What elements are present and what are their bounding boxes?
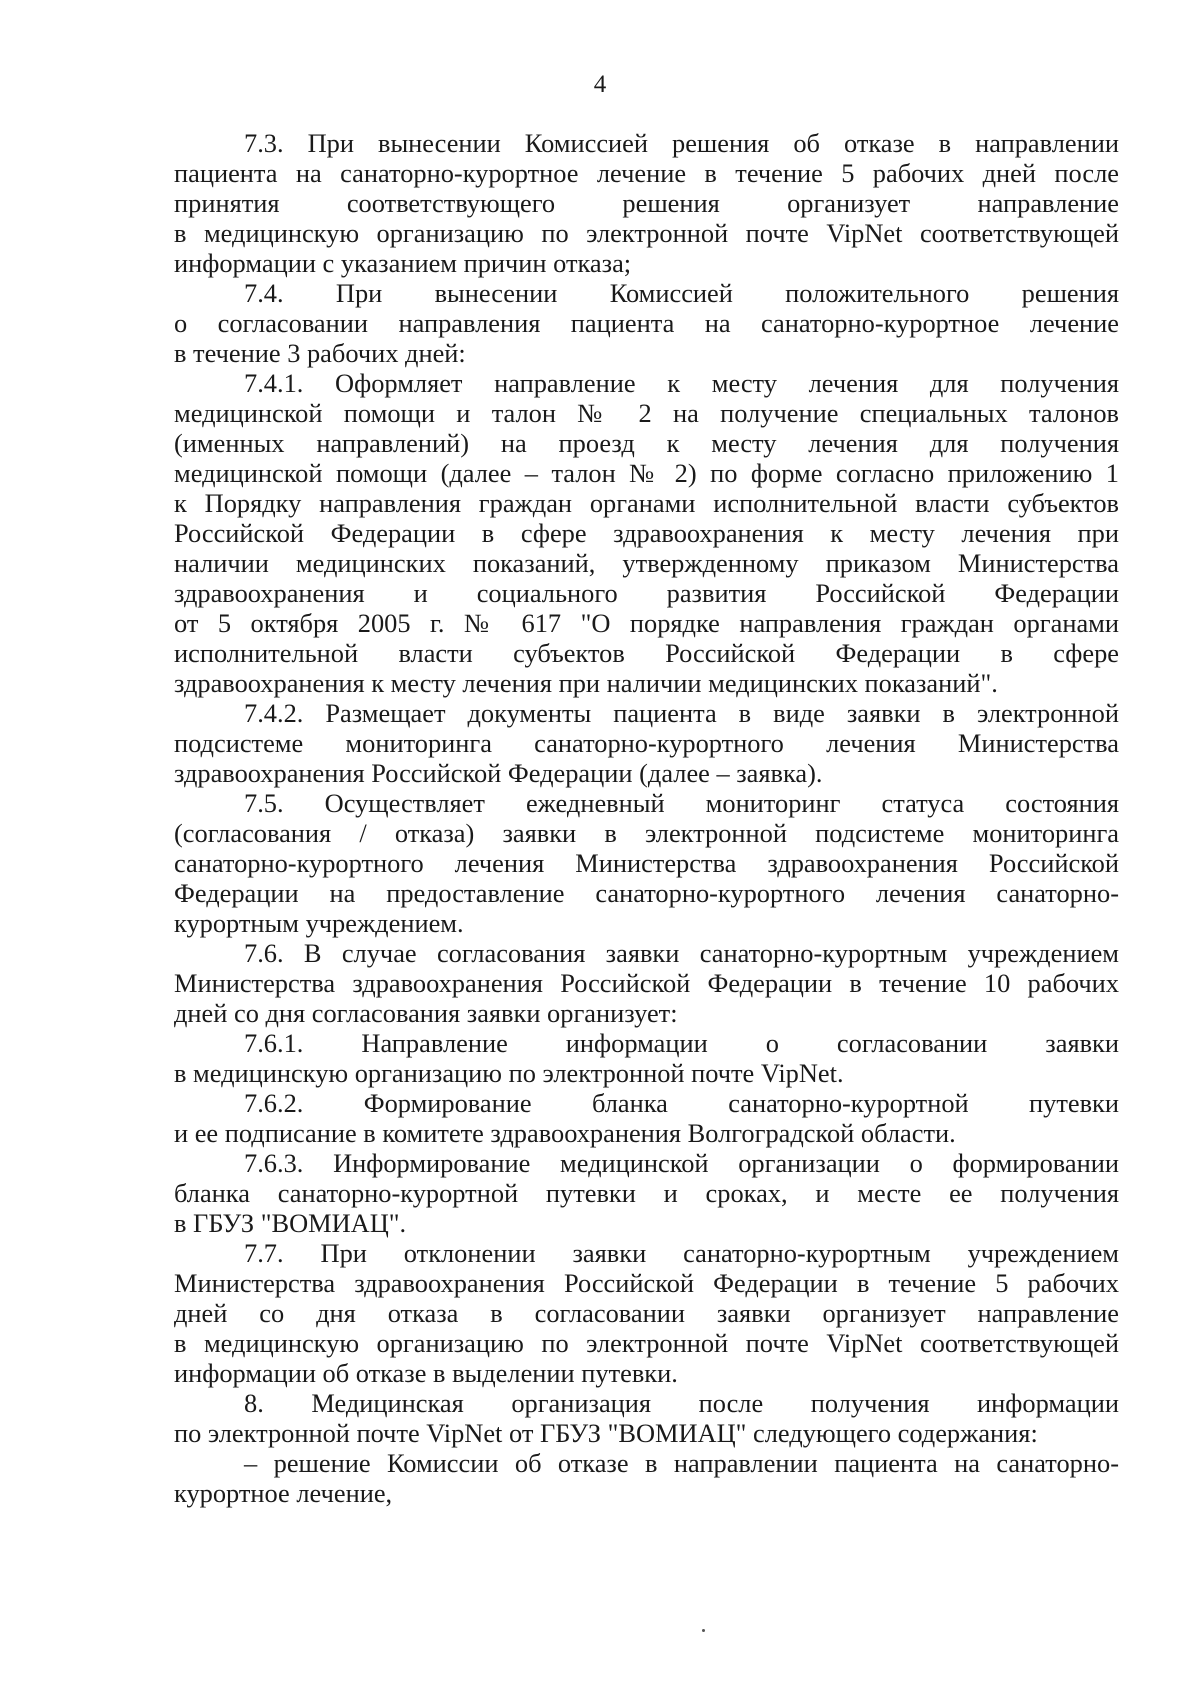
text-line: наличии медицинских показаний, утвержденному приказом Министерства xyxy=(174,548,1119,578)
paragraph-7-5 xyxy=(174,788,1119,938)
text-line: курортным учреждением. xyxy=(174,908,464,938)
paragraph-7-6 xyxy=(174,938,1119,1028)
text-line: дней со дня согласования заявки организует: xyxy=(174,998,678,1028)
text-line: в медицинскую организацию по электронной почте VipNet соответствующей xyxy=(174,218,1119,248)
text-line: Министерства здравоохранения Российской Федерации в течение 5 рабочих xyxy=(174,1268,1119,1298)
text-line: 7.7. При отклонении заявки санаторно-курортным учреждением xyxy=(244,1238,1119,1268)
text-line: о согласовании направления пациента на санаторно-курортное лечение xyxy=(174,308,1119,338)
text-line: по электронной почте VipNet от ГБУЗ "ВОМИАЦ" следующего содержания: xyxy=(174,1418,1038,1448)
paragraph-7-3 xyxy=(174,128,1119,278)
text-line: медицинской помощи и талон № 2 на получение специальных талонов xyxy=(174,398,1119,428)
paragraph-7-6-3 xyxy=(174,1148,1119,1238)
text-line: 7.6.2. Формирование бланка санаторно-курортной путевки xyxy=(244,1088,1119,1118)
text-line: к Порядку направления граждан органами исполнительной власти субъектов xyxy=(174,488,1119,518)
paragraph-8 xyxy=(174,1388,1119,1448)
text-line: медицинской помощи (далее – талон № 2) по форме согласно приложению 1 xyxy=(174,458,1119,488)
paragraph-7-4-2 xyxy=(174,698,1119,788)
text-line: и ее подписание в комитете здравоохранения Волгоградской области. xyxy=(174,1118,956,1148)
text-line: (именных направлений) на проезд к месту лечения для получения xyxy=(174,428,1119,458)
text-line: 7.4.1. Оформляет направление к месту лечения для получения xyxy=(244,368,1119,398)
paragraph-8-a xyxy=(174,1448,1119,1508)
text-line: 7.3. При вынесении Комиссией решения об отказе в направлении xyxy=(244,128,1119,158)
text-line: здравоохранения Российской Федерации (далее – заявка). xyxy=(174,758,823,788)
paragraph-7-4-1 xyxy=(174,368,1119,698)
text-line: курортное лечение, xyxy=(174,1478,393,1508)
text-line: от 5 октября 2005 г. № 617 "О порядке направления граждан органами xyxy=(174,608,1119,638)
text-line: 7.6.3. Информирование медицинской организации о формировании xyxy=(244,1148,1119,1178)
text-line: 7.6.1. Направление информации о согласовании заявки xyxy=(244,1028,1119,1058)
text-line: 8. Медицинская организация после получения информации xyxy=(244,1388,1119,1418)
text-line: 7.5. Осуществляет ежедневный мониторинг статуса состояния xyxy=(244,788,1119,818)
text-line: подсистеме мониторинга санаторно-курортного лечения Министерства xyxy=(174,728,1119,758)
text-line: бланка санаторно-курортной путевки и сроках, и месте ее получения xyxy=(174,1178,1119,1208)
text-line: здравоохранения и социального развития Российской Федерации xyxy=(174,578,1119,608)
text-line: в течение 3 рабочих дней: xyxy=(174,338,466,368)
text-line: в медицинскую организацию по электронной почте VipNet соответствующей xyxy=(174,1328,1119,1358)
paragraph-7-6-2 xyxy=(174,1088,1119,1148)
text-line: 7.6. В случае согласования заявки санаторно-курортным учреждением xyxy=(244,938,1119,968)
text-line: Российской Федерации в сфере здравоохранения к месту лечения при xyxy=(174,518,1119,548)
text-line: информации об отказе в выделении путевки. xyxy=(174,1358,678,1388)
text-line: 7.4. При вынесении Комиссией положительного решения xyxy=(244,278,1119,308)
text-line: 7.4.2. Размещает документы пациента в виде заявки в электронной xyxy=(244,698,1119,728)
text-line: информации с указанием причин отказа; xyxy=(174,248,632,278)
text-line: – решение Комиссии об отказе в направлении пациента на санаторно- xyxy=(244,1448,1119,1478)
document-body xyxy=(174,128,1119,1508)
text-line: санаторно-курортного лечения Министерства здравоохранения Российской xyxy=(174,848,1119,878)
text-line: Федерации на предоставление санаторно-курортного лечения санаторно- xyxy=(174,878,1119,908)
paragraph-7-7 xyxy=(174,1238,1119,1388)
text-line: (согласования / отказа) заявки в электронной подсистеме мониторинга xyxy=(174,818,1119,848)
text-line: принятия соответствующего решения организует направление xyxy=(174,188,1119,218)
text-line: в ГБУЗ "ВОМИАЦ". xyxy=(174,1208,407,1238)
text-line: дней со дня отказа в согласовании заявки организует направление xyxy=(174,1298,1119,1328)
text-line: пациента на санаторно-курортное лечение в течение 5 рабочих дней после xyxy=(174,158,1119,188)
paragraph-7-4 xyxy=(174,278,1119,368)
text-line: здравоохранения к месту лечения при наличии медицинских показаний". xyxy=(174,668,998,698)
scan-speck xyxy=(702,1629,705,1632)
paragraph-7-6-1 xyxy=(174,1028,1119,1088)
page-number: 4 xyxy=(593,71,607,98)
text-line: Министерства здравоохранения Российской Федерации в течение 10 рабочих xyxy=(174,968,1119,998)
text-line: исполнительной власти субъектов Российской Федерации в сфере xyxy=(174,638,1119,668)
text-line: в медицинскую организацию по электронной почте VipNet. xyxy=(174,1058,844,1088)
